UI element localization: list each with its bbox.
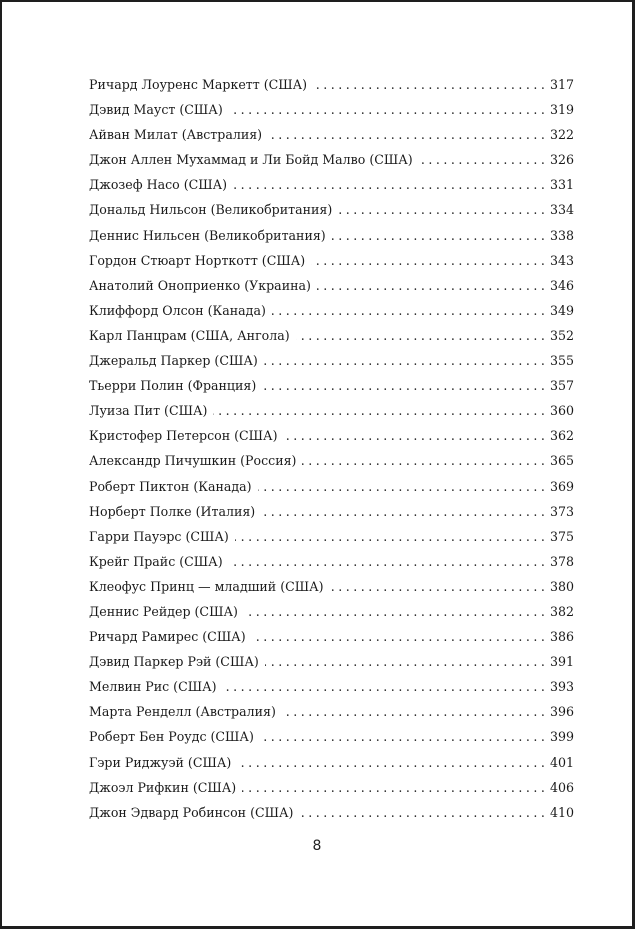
toc-entry[interactable] xyxy=(89,599,574,624)
toc-entry-page: 362 xyxy=(545,423,574,448)
toc-entry-title: Дэвид Мауст (США) xyxy=(89,97,229,122)
toc-entry-title: Джоэл Рифкин (США) xyxy=(89,775,242,800)
toc-entry-title: Норберт Полке (Италия) xyxy=(89,499,261,524)
toc-entry-title: Крейг Прайс (США) xyxy=(89,549,229,574)
toc-entry-title: Джон Эдвард Робинсон (США) xyxy=(89,800,299,825)
toc-entry-page: 375 xyxy=(545,524,574,549)
toc-entry-title: Дэвид Паркер Рэй (США) xyxy=(89,649,265,674)
toc-entry-title: Анатолий Оноприенко (Украина) xyxy=(89,273,317,298)
toc-entry[interactable] xyxy=(89,197,574,222)
toc-entry[interactable] xyxy=(89,574,574,599)
toc-entry-title: Мелвин Рис (США) xyxy=(89,674,223,699)
toc-entry-title: Клиффорд Олсон (Канада) xyxy=(89,298,272,323)
toc-entry-title: Ричард Рамирес (США) xyxy=(89,624,252,649)
toc-entry-page: 319 xyxy=(545,97,574,122)
dot-leader xyxy=(330,574,545,599)
dot-leader xyxy=(261,499,545,524)
dot-leader xyxy=(233,172,545,197)
toc-entry[interactable] xyxy=(89,248,574,273)
toc-entry-title: Луиза Пит (США) xyxy=(89,398,213,423)
toc-entry[interactable] xyxy=(89,373,574,398)
dot-leader xyxy=(311,248,545,273)
dot-leader xyxy=(223,674,545,699)
toc-entry-page: 338 xyxy=(545,223,574,248)
dot-leader xyxy=(299,800,545,825)
dot-leader xyxy=(272,298,545,323)
toc-entry-page: 317 xyxy=(545,72,574,97)
toc-entry-title: Джон Аллен Мухаммад и Ли Бойд Малво (США) xyxy=(89,147,419,172)
toc-entry[interactable] xyxy=(89,800,574,825)
dot-leader xyxy=(265,649,545,674)
dot-leader xyxy=(229,549,545,574)
toc-entry-title: Джеральд Паркер (США) xyxy=(89,348,264,373)
toc-entry[interactable] xyxy=(89,273,574,298)
dot-leader xyxy=(237,750,545,775)
toc-entry[interactable] xyxy=(89,624,574,649)
toc-entry-title: Кристофер Петерсон (США) xyxy=(89,423,284,448)
toc-entry-page: 378 xyxy=(545,549,574,574)
dot-leader xyxy=(213,398,545,423)
toc-entry[interactable] xyxy=(89,298,574,323)
toc-entry-page: 369 xyxy=(545,474,574,499)
toc-entry-page: 349 xyxy=(545,298,574,323)
toc-entry-page: 357 xyxy=(545,373,574,398)
toc-entry-page: 334 xyxy=(545,197,574,222)
toc-entry-page: 399 xyxy=(545,724,574,749)
dot-leader xyxy=(235,524,545,549)
toc-entry-page: 410 xyxy=(545,800,574,825)
dot-leader xyxy=(317,273,545,298)
toc-entry-title: Роберт Пиктон (Канада) xyxy=(89,474,258,499)
toc-entry[interactable] xyxy=(89,775,574,800)
toc-entry[interactable] xyxy=(89,649,574,674)
toc-entry-page: 365 xyxy=(545,448,574,473)
toc-entry[interactable] xyxy=(89,172,574,197)
toc-entry-page: 393 xyxy=(545,674,574,699)
toc-entry[interactable] xyxy=(89,423,574,448)
toc-entry[interactable] xyxy=(89,223,574,248)
toc-entry[interactable] xyxy=(89,448,574,473)
dot-leader xyxy=(244,599,545,624)
toc-entry-page: 343 xyxy=(545,248,574,273)
dot-leader xyxy=(338,197,545,222)
dot-leader xyxy=(260,724,545,749)
toc-entry-page: 322 xyxy=(545,122,574,147)
toc-entry[interactable] xyxy=(89,699,574,724)
toc-entry-title: Дональд Нильсон (Великобритания) xyxy=(89,197,338,222)
dot-leader xyxy=(262,373,545,398)
toc-entry-title: Ричард Лоуренс Маркетт (США) xyxy=(89,72,313,97)
toc-entry-page: 380 xyxy=(545,574,574,599)
toc-entry-page: 355 xyxy=(545,348,574,373)
toc-entry-title: Гэри Риджуэй (США) xyxy=(89,750,237,775)
toc-entry-page: 352 xyxy=(545,323,574,348)
toc-entry-title: Джозеф Насо (США) xyxy=(89,172,233,197)
toc-entry-page: 396 xyxy=(545,699,574,724)
toc-entry-page: 386 xyxy=(545,624,574,649)
toc-entry[interactable] xyxy=(89,750,574,775)
toc-entry-page: 373 xyxy=(545,499,574,524)
page-number: 8 xyxy=(312,838,322,854)
toc-entry-page: 406 xyxy=(545,775,574,800)
dot-leader xyxy=(296,323,545,348)
toc-entry-title: Александр Пичушкин (Россия) xyxy=(89,448,302,473)
toc-entry-page: 326 xyxy=(545,147,574,172)
toc-entry[interactable] xyxy=(89,97,574,122)
toc-entry[interactable] xyxy=(89,474,574,499)
toc-entry[interactable] xyxy=(89,147,574,172)
dot-leader xyxy=(268,122,545,147)
dot-leader xyxy=(419,147,545,172)
toc-entry-page: 331 xyxy=(545,172,574,197)
dot-leader xyxy=(242,775,545,800)
toc-entry[interactable] xyxy=(89,398,574,423)
dot-leader xyxy=(284,423,545,448)
table-of-contents xyxy=(89,72,574,825)
dot-leader xyxy=(282,699,545,724)
toc-entry-page: 346 xyxy=(545,273,574,298)
toc-entry-title: Айван Милат (Австралия) xyxy=(89,122,268,147)
toc-entry-page: 391 xyxy=(545,649,574,674)
dot-leader xyxy=(264,348,545,373)
dot-leader xyxy=(258,474,545,499)
toc-entry-title: Марта Ренделл (Австралия) xyxy=(89,699,282,724)
toc-entry-title: Деннис Нильсен (Великобритания) xyxy=(89,223,332,248)
toc-entry[interactable] xyxy=(89,524,574,549)
toc-entry[interactable] xyxy=(89,122,574,147)
toc-entry-title: Гордон Стюарт Норткотт (США) xyxy=(89,248,311,273)
toc-entry-title: Роберт Бен Роудс (США) xyxy=(89,724,260,749)
dot-leader xyxy=(252,624,545,649)
toc-entry-title: Карл Панцрам (США, Ангола) xyxy=(89,323,296,348)
toc-entry[interactable] xyxy=(89,549,574,574)
toc-entry[interactable] xyxy=(89,72,574,97)
toc-entry[interactable] xyxy=(89,674,574,699)
toc-entry-page: 401 xyxy=(545,750,574,775)
toc-entry[interactable] xyxy=(89,348,574,373)
toc-entry-page: 382 xyxy=(545,599,574,624)
toc-entry-page: 360 xyxy=(545,398,574,423)
toc-entry[interactable] xyxy=(89,323,574,348)
dot-leader xyxy=(302,448,545,473)
dot-leader xyxy=(313,72,545,97)
toc-entry-title: Гарри Пауэрс (США) xyxy=(89,524,235,549)
dot-leader xyxy=(332,223,545,248)
toc-entry-title: Тьерри Полин (Франция) xyxy=(89,373,262,398)
toc-entry-title: Деннис Рейдер (США) xyxy=(89,599,244,624)
toc-entry[interactable] xyxy=(89,499,574,524)
toc-entry[interactable] xyxy=(89,724,574,749)
toc-entry-title: Клеофус Принц — младший (США) xyxy=(89,574,330,599)
dot-leader xyxy=(229,97,545,122)
